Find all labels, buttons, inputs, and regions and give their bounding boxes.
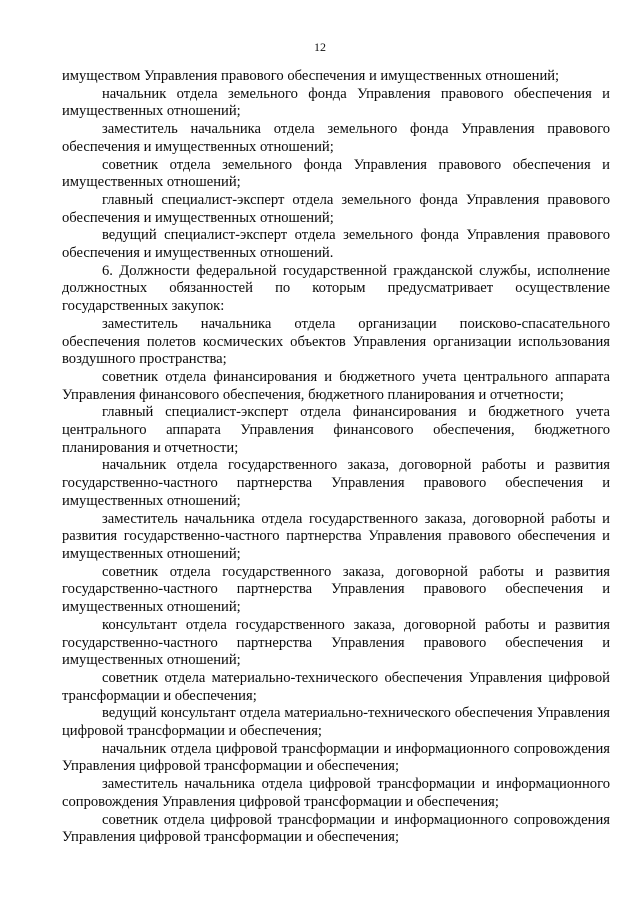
paragraph: начальник отдела государственного заказа, договорной работы и развития государственно-частного партнерства Управления правового обеспечения и имущественных отношений; [62,457,610,509]
paragraph: советник отдела материально-технического обеспечения Управления цифровой трансформации и обеспечения; [62,669,610,704]
paragraph: начальник отдела земельного фонда Управления правового обеспечения и имущественных отношений; [62,85,610,120]
paragraph: заместитель начальника отдела организации поисково-спасательного обеспечения полетов космических объектов Управления организации использования воздушного пространства; [62,315,610,368]
paragraph: ведущий консультант отдела материально-технического обеспечения Управления цифровой трансформации и обеспечения; [62,705,610,740]
paragraph: главный специалист-эксперт отдела финансирования и бюджетного учета центрального аппарата Управления финансового обеспечения, бюджетного планирования и отчетности; [62,404,610,456]
paragraph: имуществом Управления правового обеспечения и имущественных отношений; [62,68,560,84]
paragraph: начальник отдела цифровой трансформации и информационного сопровождения Управления цифровой трансформации и обеспечения; [62,740,610,775]
paragraph: советник отдела финансирования и бюджетного учета центрального аппарата Управления финансового обеспечения, бюджетного планирования и отчетности; [62,368,610,403]
page-number: 12 [314,40,326,54]
paragraph: главный специалист-эксперт отдела земельного фонда Управления правового обеспечения и имущественных отношений; [62,191,610,226]
paragraph: заместитель начальника отдела цифровой трансформации и информационного сопровождения Управления цифровой трансформации и обеспечения; [62,776,610,810]
paragraph: советник отдела цифровой трансформации и информационного сопровождения Управления цифровой трансформации и обеспечения; [62,811,610,846]
paragraph: заместитель начальника отдела земельного фонда Управления правового обеспечения и имущественных отношений; [62,121,610,155]
paragraph: консультант отдела государственного заказа, договорной работы и развития государственно-частного партнерства Управления правового обеспечения и имущественных отношений; [62,616,610,669]
paragraph: советник отдела государственного заказа, договорной работы и развития государственно-частного партнерства Управления правового обеспечения и имущественных отношений; [62,563,610,616]
paragraph: заместитель начальника отдела государственного заказа, договорной работы и развития государственно-частного партнерства Управления правового обеспечения и имущественных отношений; [62,510,610,562]
paragraph: советник отдела земельного фонда Управления правового обеспечения и имущественных отношений; [62,156,610,191]
document-body [62,68,610,847]
paragraph: ведущий специалист-эксперт отдела земельного фонда Управления правового обеспечения и имущественных отношений. [62,227,610,262]
section-heading-paragraph: 6. Должности федеральной государственной гражданской службы, исполнение должностных обязанностей по которым предусматривает осуществление государственных закупок: [62,262,610,315]
